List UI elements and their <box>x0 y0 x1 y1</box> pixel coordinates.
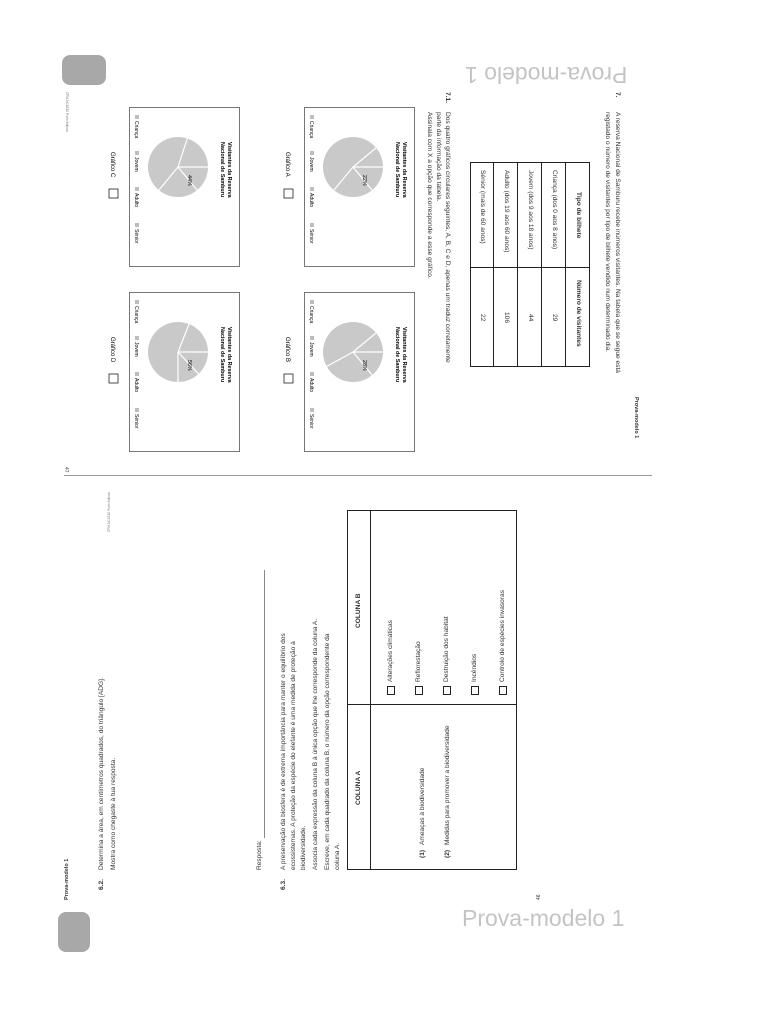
col-b-item: Destruição dos habitat <box>443 616 450 682</box>
chart-title: Nacional de Samburu <box>219 327 225 383</box>
legend-item: Criança <box>133 306 139 324</box>
legend-item: Adulto <box>133 193 139 208</box>
q62-text-line2: Mostra como chegaste à tua resposta. <box>110 757 117 870</box>
legend-swatch <box>135 223 139 227</box>
chart-title: Visitantes da Reserva <box>226 142 232 198</box>
option-checkbox[interactable] <box>284 374 293 383</box>
legend-item: Sénior <box>133 414 139 429</box>
table-cell: 22 <box>479 314 486 322</box>
q7-text-line2: registado o número de visitantes por tipo de bilhete vendido num determinado dia. <box>604 112 611 353</box>
page46-content <box>65 490 545 900</box>
pie-chart-a <box>265 107 415 267</box>
pie-data-label: 56% <box>186 360 192 371</box>
legend-item: Sénior <box>308 229 314 244</box>
legend-swatch <box>310 300 314 304</box>
option-checkbox[interactable] <box>109 374 118 383</box>
legend-item: Criança <box>308 121 314 139</box>
col-b-answer-box[interactable] <box>443 686 451 695</box>
q63-line: Escreve, em cada quadrado da coluna B, o número da opção correspondente da <box>324 633 331 870</box>
legend-item: Jovem <box>308 342 314 357</box>
table-cell: 106 <box>503 312 510 324</box>
legend-item: Criança <box>308 306 314 324</box>
col-b-item: Alterações climáticas <box>387 620 394 682</box>
q63-line: coluna A. <box>334 842 341 870</box>
q7-number: 7. <box>614 92 621 98</box>
legend-swatch <box>135 187 139 191</box>
q7-text-line1: A reserva Nacional de Samburu recebe inúmeros visitantes. Na tabela que se segue está <box>614 112 621 373</box>
table-header-count: Número de visitantes <box>575 280 582 347</box>
answer-line[interactable] <box>264 570 265 838</box>
legend-item: Adulto <box>133 378 139 393</box>
legend-item: Adulto <box>308 193 314 208</box>
chart-title: Nacional de Samburu <box>219 142 225 198</box>
legend-swatch <box>310 336 314 340</box>
pie-chart-d <box>90 292 240 452</box>
chart-title: Visitantes da Reserva <box>226 327 232 383</box>
legend-swatch <box>310 223 314 227</box>
col-b-item: Controlo de espécies invasoras <box>499 590 506 682</box>
q62-answer-label: Resposta: <box>256 840 263 870</box>
q63-line: biodiversidade. <box>300 825 307 870</box>
q71-line3: Assinala com X a opção que corresponde a esse gráfico. <box>426 112 433 279</box>
legend-item: Jovem <box>308 157 314 172</box>
page-corner-tab-top <box>62 55 106 85</box>
q63-line: ecossistemas. A proteção da espécie do elefante é uma medida de proteção à <box>290 641 297 870</box>
legend-swatch <box>310 115 314 119</box>
col-a-item: Medidas para promover a biodiversidade <box>444 725 451 845</box>
table-cell: 29 <box>551 314 558 322</box>
page47-footer-title: Prova-modelo 1 <box>465 62 628 88</box>
pie-data-label: 44% <box>186 175 192 186</box>
chart-title: Nacional de Samburu <box>394 142 400 198</box>
chart-title: Nacional de Samburu <box>394 327 400 383</box>
legend-item: Criança <box>133 121 139 139</box>
col-a-item: Ameaças à biodiversidade <box>419 767 426 845</box>
pie-data-label: 22% <box>361 175 367 186</box>
legend-item: Jovem <box>133 157 139 172</box>
legend-swatch <box>310 408 314 412</box>
legend-swatch <box>135 408 139 412</box>
legend-swatch <box>310 187 314 191</box>
table-cell: Adulto (dos 19 aos 60 anos) <box>503 170 510 253</box>
page-corner-tab-bottom <box>58 912 90 952</box>
q62-text-line1: Determina a área, em centímetros quadrados, do triângulo [ADG]. <box>98 677 105 870</box>
col-b-answer-box[interactable] <box>415 686 423 695</box>
pie-chart-b <box>265 292 415 452</box>
q63-number: 6.3. <box>280 879 287 890</box>
pie-chart-c <box>90 107 240 267</box>
option-label: Gráfico D <box>109 337 115 363</box>
legend-item: Jovem <box>133 342 139 357</box>
page46-footer-title: Prova-modelo 1 <box>462 905 625 931</box>
legend-swatch <box>135 300 139 304</box>
table-cell: Criança (dos 0 aos 8 anos) <box>551 170 558 250</box>
page46-publisher-note: CPM-NCLE10 Porto Editora <box>107 492 111 532</box>
col-a-header: COLUNA A <box>355 770 362 805</box>
pie-data-label: 28% <box>361 360 367 371</box>
q71-line1: Dos quatro gráficos circulares seguintes, A, B, C e D, apenas um traduz corretamente <box>444 112 451 363</box>
page47-header: Prova-modelo 1 <box>633 397 639 439</box>
legend-item: Adulto <box>308 378 314 393</box>
option-label: Gráfico C <box>109 152 115 178</box>
legend-item: Sénior <box>133 229 139 244</box>
col-b-item: Reflorestação <box>415 641 422 682</box>
page46-number: 46 <box>536 894 542 900</box>
col-a-item-num: (1) <box>419 849 426 858</box>
columns-table <box>347 510 517 870</box>
q71-line2: parte da informação da tabela. <box>435 112 442 202</box>
option-checkbox[interactable] <box>284 189 293 198</box>
table-cell: Sénior (mais de 60 anos) <box>479 170 486 244</box>
option-label: Gráfico B <box>284 337 290 363</box>
page46-header: Prova-modelo 1 <box>64 858 70 900</box>
q63-line: A preservação da biosfera é de extrema importância para manter o equilíbrio dos <box>280 633 287 870</box>
legend-swatch <box>310 151 314 155</box>
col-b-answer-box[interactable] <box>387 686 395 695</box>
page47-publisher-note: CPM-NCLE10 Porto Editora <box>65 92 69 132</box>
col-b-item: Incêndios <box>471 653 478 682</box>
chart-title: Visitantes da Reserva <box>401 327 407 383</box>
option-checkbox[interactable] <box>109 189 118 198</box>
option-label: Gráfico A <box>284 152 290 177</box>
page47-number: 47 <box>63 467 69 473</box>
table-header-ticket: Tipo de bilhete <box>575 192 582 239</box>
q63-line: Associa cada expressão da coluna B à única opção que lhe corresponde da coluna A. <box>312 618 319 870</box>
legend-swatch <box>310 372 314 376</box>
col-b-answer-box[interactable] <box>499 686 507 695</box>
col-b-answer-box[interactable] <box>471 686 479 695</box>
legend-item: Sénior <box>308 414 314 429</box>
q62-number: 6.2. <box>98 879 105 890</box>
legend-swatch <box>135 372 139 376</box>
chart-title: Visitantes da Reserva <box>401 142 407 198</box>
col-a-item-num: (2) <box>444 849 451 858</box>
q71-number: 7.1. <box>444 92 451 103</box>
legend-swatch <box>135 336 139 340</box>
legend-swatch <box>135 151 139 155</box>
page47-content <box>60 92 640 477</box>
col-b-header: COLUNA B <box>355 593 362 628</box>
legend-swatch <box>135 115 139 119</box>
table-cell: 44 <box>527 314 534 322</box>
table-cell: Jovem (dos 9 aos 18 anos) <box>527 170 534 250</box>
